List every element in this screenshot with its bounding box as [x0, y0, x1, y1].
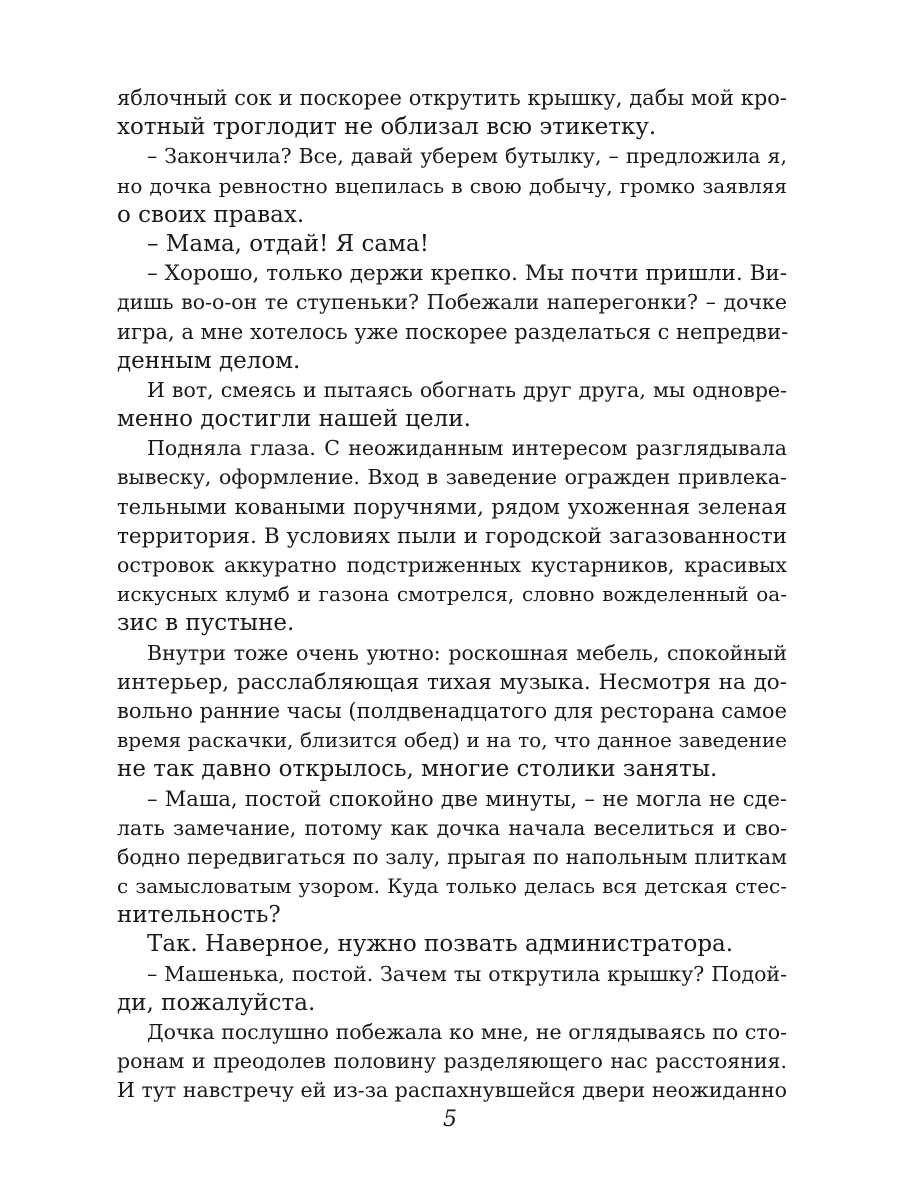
text-line: не так давно открылось, многие столики заняты.: [117, 756, 718, 783]
paragraph: [117, 142, 787, 230]
text-line: И вот, смеясь и пытаясь обогнать друг друга, мы одновре-: [147, 377, 787, 402]
text-line: нительность?: [117, 902, 281, 929]
text-line: Внутри тоже очень уютно: роскошная мебель, спокойный: [147, 640, 787, 665]
paragraph: [117, 1018, 787, 1106]
paragraph: [117, 434, 787, 638]
text-line: лать замечание, потому как дочка начала веселиться и сво-: [117, 815, 787, 840]
paragraph: [117, 930, 787, 959]
page-number: 5: [443, 1107, 457, 1132]
text-line: островок аккуратно подстриженных кустарников, красивых: [117, 553, 787, 577]
text-line: Подняла глаза. С неожиданным интересом разглядывала: [147, 436, 787, 461]
text-line: бодно передвигаться по залу, прыгая по напольным плиткам: [117, 844, 787, 869]
text-line: территория. В условиях пыли и городской загазованности: [117, 523, 787, 549]
paragraph: [117, 84, 787, 142]
paragraph: [117, 785, 787, 931]
text-line: вывеску, оформление. Вход в заведение огражден привлека-: [117, 465, 787, 490]
text-line: ди, пожалуйста.: [117, 989, 316, 1016]
paragraph: [117, 230, 787, 259]
text-line: И тут навстречу ей из-за распахнувшейся двери неожиданно: [117, 1078, 787, 1103]
text-line: но дочка ревностно вцепилась в свою добычу, громко заявляя: [117, 173, 787, 198]
text-line: яблочный сок и поскорее открутить крышку, дабы мой кро-: [117, 86, 787, 110]
text-line: тельными коваными поручнями, рядом ухоженная зеленая: [117, 494, 787, 519]
text-line: Дочка послушно побежала ко мне, не оглядываясь по сто-: [147, 1020, 787, 1044]
text-line: – Мама, отдай! Я сама!: [147, 230, 429, 257]
text-line: менно достигли нашей цели.: [117, 406, 471, 433]
text-line: ронам и преодолев половину разделяющего нас расстояния.: [117, 1049, 787, 1074]
text-line: вольно ранние часы (полдвенадцатого для ресторана самое: [117, 698, 787, 723]
body-text: [117, 84, 787, 1106]
text-line: денным делом.: [117, 347, 301, 374]
text-line: – Закончила? Все, давай уберем бутылку, – предложила я,: [147, 144, 787, 169]
text-line: – Хорошо, только держи крепко. Мы почти пришли. Ви-: [147, 261, 787, 287]
text-line: Так. Наверное, нужно позвать администратора.: [147, 931, 734, 958]
paragraph: [117, 376, 787, 434]
text-line: хотный троглодит не облизал всю этикетку.: [117, 114, 657, 141]
text-line: искусных клумб и газона смотрелся, словно вожделенный оа-: [117, 582, 787, 607]
paragraph: [117, 259, 787, 376]
text-line: – Машенька, постой. Зачем ты открутила крышку? Подой-: [147, 961, 787, 986]
text-line: интерьер, расслабляющая тихая музыка. Несмотря на до-: [117, 669, 787, 695]
paragraph: [117, 960, 787, 1018]
text-line: время раскачки, близится обед) и на то, что данное заведение: [117, 728, 787, 753]
text-line: игра, а мне хотелось уже поскорее разделаться с непредви-: [117, 319, 789, 344]
text-line: дишь во-о-он те ступеньки? Побежали наперегонки? – дочке: [117, 290, 787, 315]
text-line: с замысловатым узором. Куда только делась вся детская стес-: [117, 874, 787, 899]
text-line: зис в пустыне.: [117, 610, 295, 637]
text-line: о своих правах.: [117, 201, 305, 228]
text-line: – Маша, постой спокойно две минуты, – не могла не сде-: [147, 786, 787, 811]
paragraph: [117, 639, 787, 785]
